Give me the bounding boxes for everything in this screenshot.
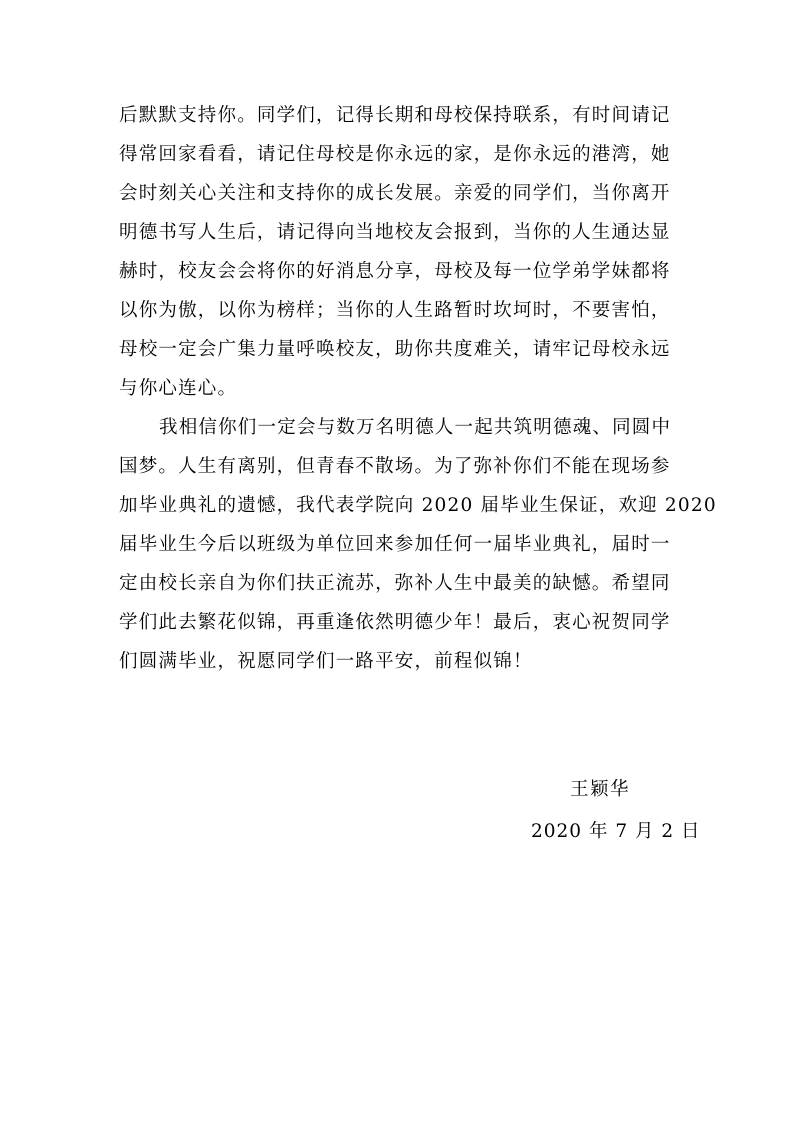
text-line: 母校一定会广集力量呼唤校友，助你共度难关，请牢记母校永远 — [119, 339, 671, 360]
paragraph-2 — [119, 408, 717, 681]
text-line: 届毕业生今后以班级为单位回来参加任何一届毕业典礼，届时一 — [119, 534, 671, 555]
text-line: 得常回家看看，请记住母校是你永远的家，是你永远的港湾，她 — [119, 144, 671, 165]
text-line: 会时刻关心关注和支持你的成长发展。亲爱的同学们，当你离开 — [119, 183, 671, 204]
signature-date: 2020 年 7 月 2 日 — [531, 821, 701, 842]
text-line: 明德书写人生后，请记得向当地校友会报到，当你的人生通达显 — [119, 222, 671, 243]
text-line: 以你为傲，以你为榜样；当你的人生路暂时坎坷时，不要害怕， — [119, 300, 671, 321]
paragraph-1 — [119, 96, 679, 408]
text-line: 与你心连心。 — [119, 378, 238, 399]
text-line: 定由校长亲自为你们扶正流苏，弥补人生中最美的缺憾。希望同 — [119, 573, 671, 594]
text-line: 后默默支持你。同学们，记得长期和母校保持联系，有时间请记 — [119, 105, 671, 126]
signature-name: 王颖华 — [570, 779, 631, 800]
text-line: 加毕业典礼的遗憾，我代表学院向 2020 届毕业生保证，欢迎 2020 — [119, 495, 717, 516]
text-line: 们圆满毕业，祝愿同学们一路平安，前程似锦！ — [119, 651, 533, 672]
text-line: 学们此去繁花似锦，再重逢依然明德少年！最后，衷心祝贺同学 — [119, 612, 671, 633]
text-line: 我相信你们一定会与数万名明德人一起共筑明德魂、同圆中 — [159, 417, 672, 438]
text-line: 国梦。人生有离别，但青春不散场。为了弥补你们不能在现场参 — [119, 456, 671, 477]
text-line: 赫时，校友会会将你的好消息分享，母校及每一位学弟学妹都将 — [119, 261, 671, 282]
letter-body — [119, 96, 717, 681]
